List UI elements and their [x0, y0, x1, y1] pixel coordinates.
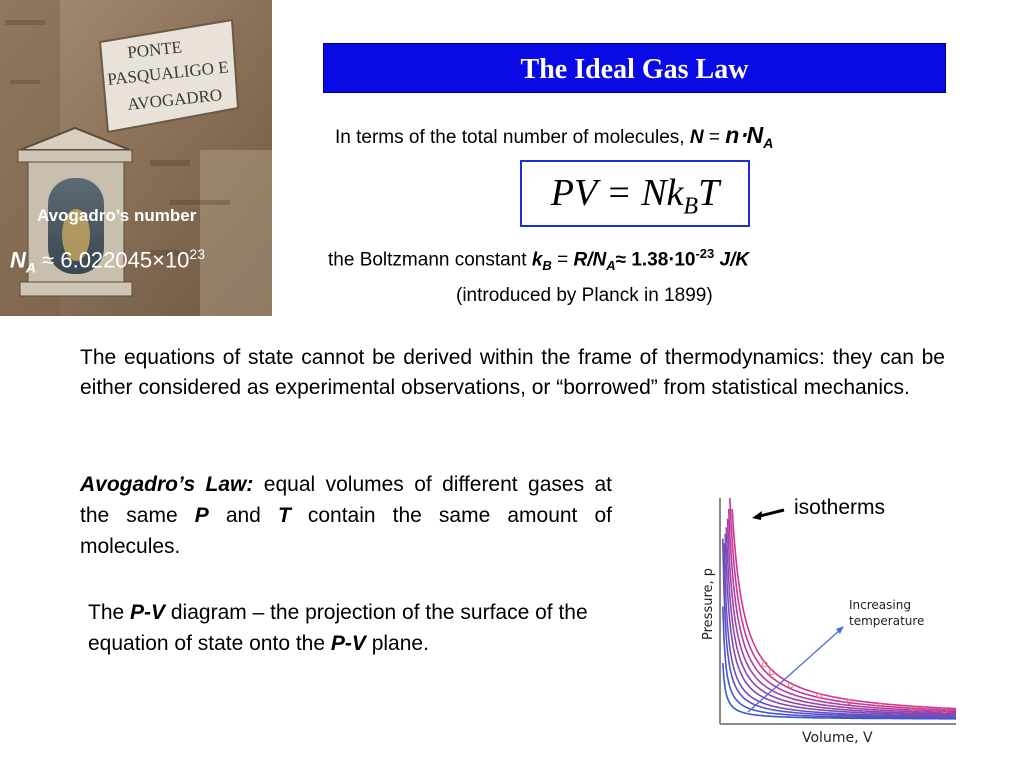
na-exponent: 23: [189, 246, 205, 262]
na-subscript-inline: A: [763, 134, 774, 151]
avogadro-law-t3: contain the same amount of molecules.: [80, 504, 612, 558]
isotherm-curve: [729, 509, 956, 712]
molecules-text: In terms of the total number of molecules,: [335, 127, 690, 148]
avogadro-number: [10, 246, 205, 276]
avogadro-law-lead: Avogadro’s Law:: [80, 473, 254, 496]
n-moles-symbol: n: [725, 122, 740, 148]
approx-sign: ≈: [42, 247, 55, 273]
annotation-line-2: temperature: [849, 614, 925, 628]
ideal-gas-equation: [520, 160, 750, 227]
na-symbol: N: [10, 247, 26, 273]
y-axis-label: Pressure, p: [701, 567, 716, 640]
equals-sign: =: [703, 127, 726, 148]
kb-approx: ≈: [615, 249, 632, 271]
equation-equals: =: [596, 172, 642, 214]
pv-diagram-chart: [690, 490, 958, 752]
avogadro-law-t2: and: [208, 504, 278, 527]
pv-symbol-1: P-V: [130, 601, 166, 624]
avogadro-law-t1: equal volumes of different gases at the same: [80, 473, 612, 527]
sign-line-3: AVOGADRO: [126, 85, 223, 114]
annotation-line-1: Increasing: [849, 598, 911, 612]
pv-text-2: diagram – the projection of the surface of the equation of state onto the: [88, 601, 588, 655]
pv-diagram-paragraph: [88, 597, 633, 659]
equation-subscript: B: [683, 193, 699, 220]
kb-unit: J/K: [714, 249, 750, 271]
kb-equals: =: [551, 249, 574, 271]
pv-text-1: The: [88, 601, 131, 624]
equation-rhs-a: Nk: [641, 172, 684, 214]
equation-rhs-b: T: [698, 172, 720, 214]
dot-operator: ⋅: [739, 122, 747, 148]
isotherm-pointer-head: [752, 511, 762, 520]
r-over-na: R/N: [573, 249, 607, 271]
isotherms-label: isotherms: [794, 496, 886, 519]
pv-symbol-2: P-V: [330, 632, 366, 655]
sign-line-1: PONTE: [126, 37, 183, 62]
x-axis-label: Volume, V: [802, 730, 873, 746]
na-subscript: A: [25, 259, 37, 276]
sign-line-2: PASQUALIGO E: [106, 57, 230, 89]
na-mantissa: 6.022045×10: [60, 247, 190, 273]
pv-text-3: plane.: [365, 632, 429, 655]
avogadro-law-t: T: [277, 504, 291, 527]
kb-exponent: -23: [695, 246, 715, 261]
boltzmann-text: the Boltzmann constant: [328, 249, 532, 271]
avogadro-law-paragraph: [80, 469, 612, 562]
n-total-symbol: N: [689, 127, 704, 148]
planck-note: (introduced by Planck in 1899): [456, 285, 713, 306]
avogadro-photo: [0, 0, 272, 316]
na-symbol-inline: N: [746, 122, 764, 148]
kb-subscript: B: [542, 258, 552, 274]
kb-value: 1.38⋅10: [631, 249, 696, 271]
molecules-line: [335, 122, 773, 151]
kb-symbol: k: [531, 249, 543, 271]
equations-of-state-paragraph: The equations of state cannot be derived within the frame of thermodynamics: they can be either considered as experimental observations, or “borrowed” from statistical mechanics.: [80, 346, 945, 399]
equation-lhs: PV: [550, 172, 597, 214]
boltzmann-line: [328, 246, 749, 273]
photo-caption: Avogadro’s number: [37, 206, 197, 225]
isotherm-curves: [723, 498, 956, 719]
slide-title: The Ideal Gas Law: [323, 43, 946, 93]
avogadro-law-p: P: [194, 504, 209, 527]
r-over-na-subscript: A: [606, 258, 616, 274]
